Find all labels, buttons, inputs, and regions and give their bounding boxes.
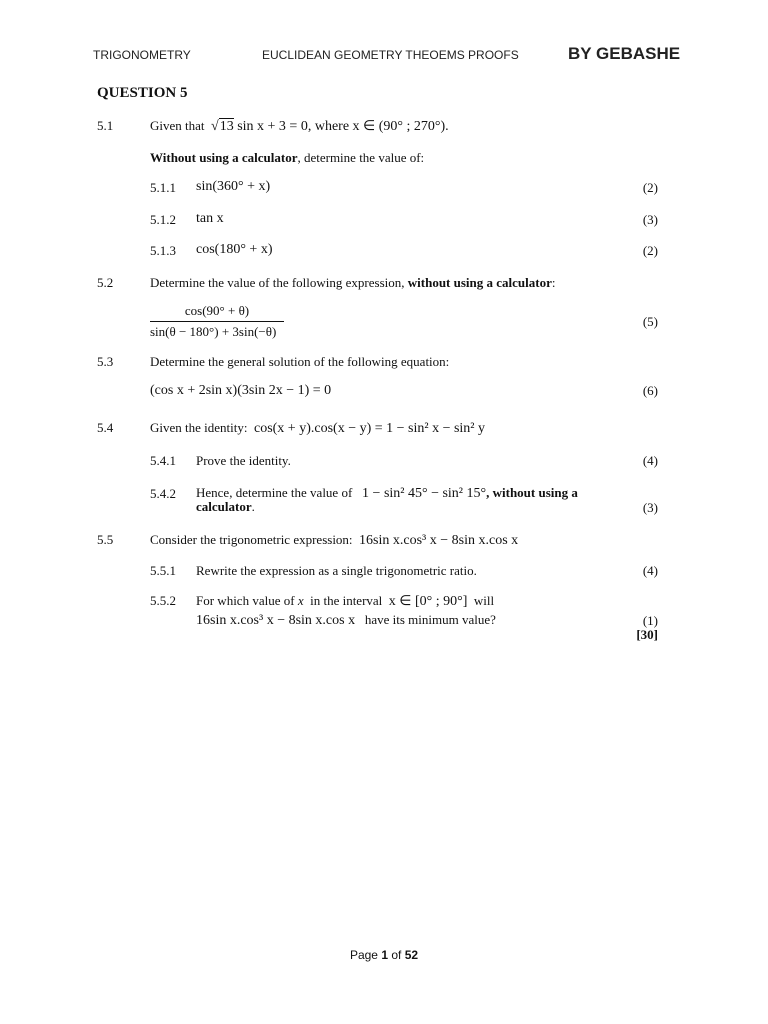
q542-text: Hence, determine the value of 1 − sin² 45° − sin² 15°, without using a xyxy=(196,485,578,501)
page-footer: Page 1 of 52 xyxy=(349,948,419,962)
q511-number: 5.1.1 xyxy=(150,180,176,195)
q513-number: 5.1.3 xyxy=(150,243,176,258)
q551-text: Rewrite the expression as a single trigonometric ratio. xyxy=(196,563,477,578)
q55-expression: 16sin x.cos³ x − 8sin x.cos x xyxy=(359,533,519,548)
question-total: [30] xyxy=(636,627,658,642)
q552-number: 5.5.2 xyxy=(150,593,176,608)
q51-number: 5.1 xyxy=(97,118,114,133)
q52-denominator: sin(θ − 180°) + 3sin(−θ) xyxy=(150,324,277,339)
q541-marks: (4) xyxy=(642,453,658,468)
q552-text-line2: 16sin x.cos³ x − 8sin x.cos x have its minimum value? xyxy=(196,612,496,628)
q54-identity: cos(x + y).cos(x − y) = 1 − sin² x − sin² y xyxy=(253,421,486,436)
q512-marks: (3) xyxy=(642,212,658,227)
header-subject: TRIGONOMETRY xyxy=(93,48,191,62)
q53-equation: (cos x + 2sin x)(3sin 2x − 1) = 0 xyxy=(150,383,332,398)
q513-marks: (2) xyxy=(642,243,658,258)
header-author: BY GEBASHE xyxy=(568,44,681,63)
header-topic: EUCLIDEAN GEOMETRY THEOEMS PROOFS xyxy=(262,48,519,62)
q542-text-line2: calculator. xyxy=(196,499,255,514)
q55-text: Consider the trigonometric expression: 16sin x.cos³ x − 8sin x.cos x xyxy=(150,532,519,548)
q541-text: Prove the identity. xyxy=(196,453,291,468)
q513-expression: cos(180° + x) xyxy=(196,242,273,257)
q52-marks: (5) xyxy=(642,314,658,329)
q512-number: 5.1.2 xyxy=(150,212,176,227)
q542-marks: (3) xyxy=(642,500,658,515)
q52-number: 5.2 xyxy=(97,275,114,290)
q55-number: 5.5 xyxy=(97,532,114,547)
q511-marks: (2) xyxy=(642,180,658,195)
question-title: QUESTION 5 xyxy=(97,85,188,101)
q52-text: Determine the value of the following expression, without using a calculator: xyxy=(150,275,556,290)
q52-numerator: cos(90° + θ) xyxy=(150,303,284,322)
q552-marks: (1) xyxy=(642,613,658,628)
q51-given: Given that √13 sin x + 3 = 0, where x ∈ (90° ; 270°). xyxy=(150,118,449,134)
q512-expression: tan x xyxy=(196,211,224,226)
q51-instruction: Without using a calculator, determine the value of: xyxy=(150,150,425,165)
q552-text: For which value of x in the interval x ∈ [0° ; 90°] will xyxy=(196,593,495,609)
q53-number: 5.3 xyxy=(97,354,114,369)
q53-text: Determine the general solution of the following equation: xyxy=(150,354,450,369)
q54-text: Given the identity: cos(x + y).cos(x − y) = 1 − sin² x − sin² y xyxy=(150,420,486,436)
q52-fraction xyxy=(150,303,284,340)
q511-expression: sin(360° + x) xyxy=(196,179,271,194)
q54-number: 5.4 xyxy=(97,420,114,435)
q542-number: 5.4.2 xyxy=(150,486,176,501)
q551-marks: (4) xyxy=(642,563,658,578)
q551-number: 5.5.1 xyxy=(150,563,176,578)
q53-marks: (6) xyxy=(642,383,658,398)
q541-number: 5.4.1 xyxy=(150,453,176,468)
